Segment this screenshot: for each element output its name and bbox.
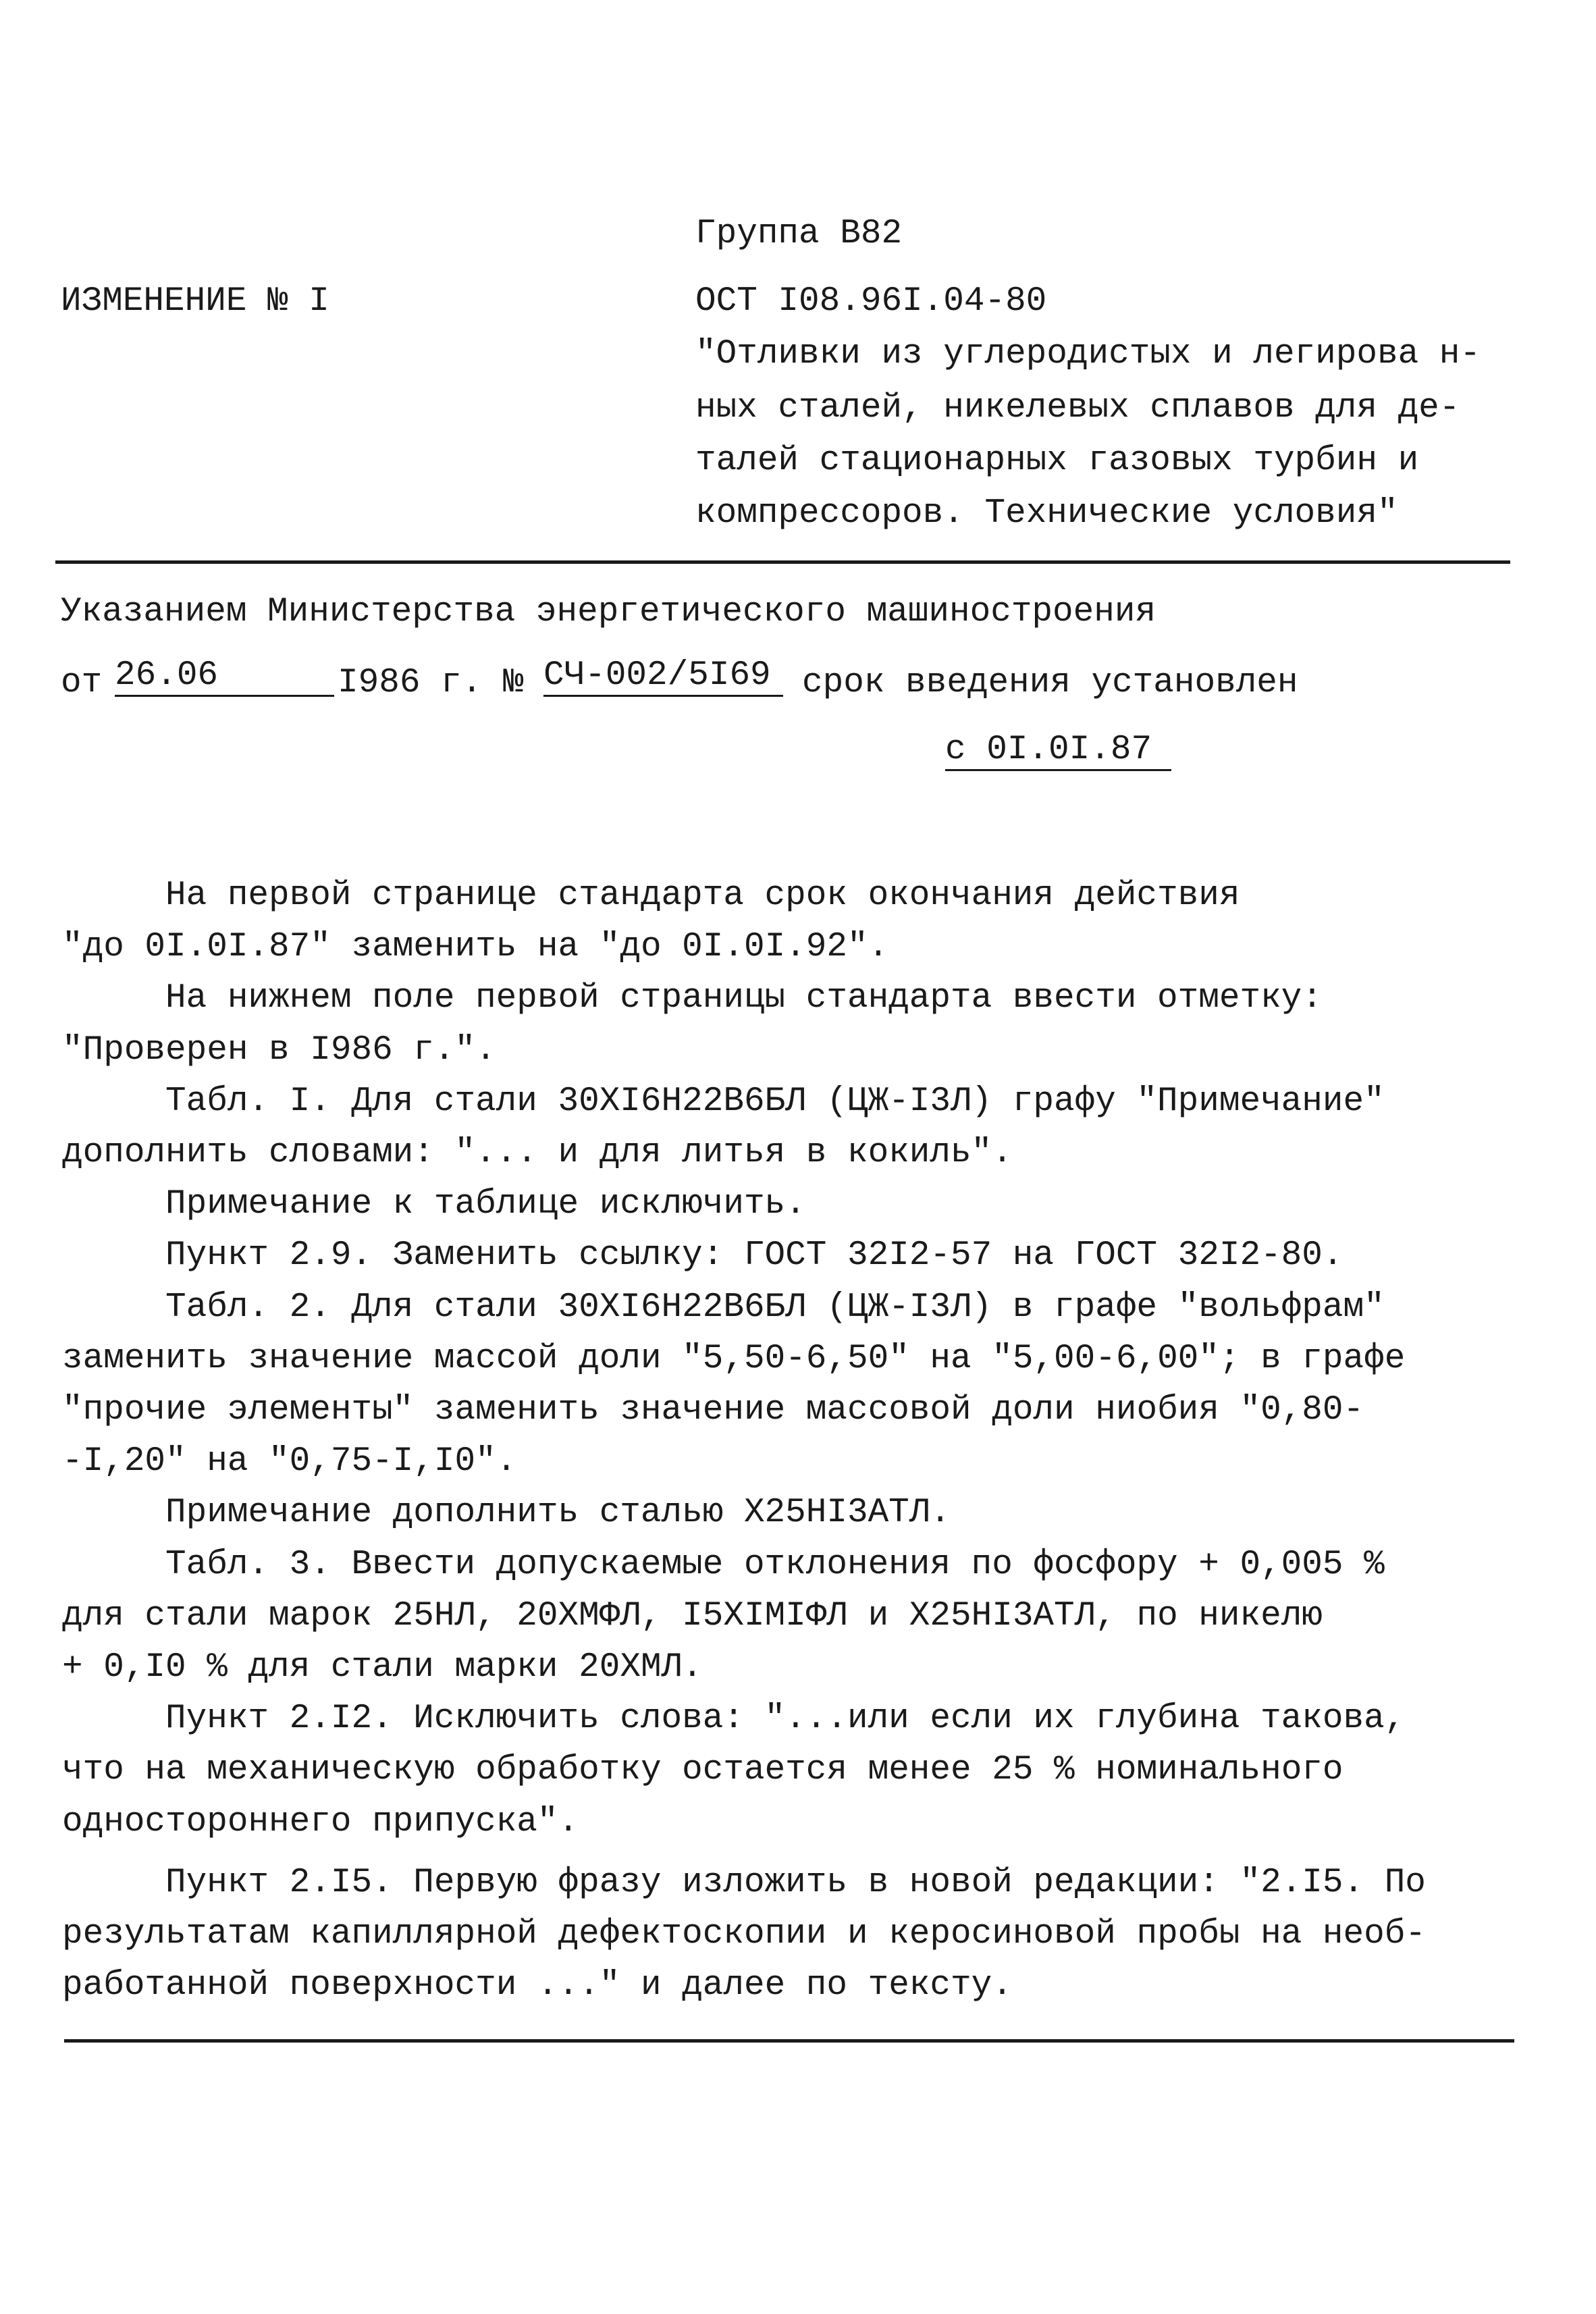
body-line: Примечание к таблице исключить. <box>165 1185 806 1224</box>
effective-date: с 0I.0I.87 <box>945 731 1171 771</box>
approval-number: СЧ-002/5I69 <box>543 656 783 697</box>
body-line: Пункт 2.9. Заменить ссылку: ГОСТ 32I2-57 на ГОСТ 32I2-80. <box>165 1236 1344 1275</box>
body-line: работанной поверхности ..." и далее по тексту. <box>62 1966 1013 2005</box>
body-line: заменить значение массой доли "5,50-6,50" на "5,00-6,00"; в графе <box>62 1340 1406 1378</box>
body-line: Примечание дополнить сталью Х25НI3АТЛ. <box>165 1494 951 1532</box>
standard-title-line: "Отливки из углеродистых и легирова н- <box>695 335 1481 373</box>
body-line: для стали марок 25НЛ, 20ХМФЛ, I5ХIМIФЛ и Х25НI3АТЛ, по никелю <box>62 1597 1323 1635</box>
body-line: "до 0I.0I.87" заменить на "до 0I.0I.92". <box>62 928 889 966</box>
approval-from-label: от <box>61 664 103 702</box>
body-line: Табл. I. Для стали 30ХI6Н22В6БЛ (ЦЖ-I3Л) графу "Примечание" <box>165 1082 1385 1121</box>
approval-date-value: 26.06 <box>115 656 219 695</box>
standard-code: ОСТ I08.96I.04-80 <box>695 282 1047 321</box>
body-line: что на механическую обработку остается менее 25 % номинального <box>62 1751 1344 1789</box>
body-line: дополнить словами: "... и для литья в кокиль". <box>62 1134 1013 1172</box>
approval-line: Указанием Министерства энергетического машиностроения <box>61 593 1156 631</box>
change-title: ИЗМЕНЕНИЕ № I <box>61 282 329 321</box>
body-line: -I,20" на "0,75-I,I0". <box>62 1442 517 1481</box>
standard-title-line: компрессоров. Технические условия" <box>695 494 1398 533</box>
body-line: Табл. 2. Для стали 30ХI6Н22В6БЛ (ЦЖ-I3Л) в графе "вольфрам" <box>165 1288 1385 1327</box>
standard-title-line: ных сталей, никелевых сплавов для де- <box>695 389 1460 427</box>
approval-date <box>115 656 334 697</box>
body-line: На нижнем поле первой страницы стандарта ввести отметку: <box>165 979 1323 1018</box>
body-line: "прочие элементы" заменить значение массовой доли ниобия "0,80- <box>62 1391 1364 1429</box>
body-line: Пункт 2.I2. Исключить слова: "...или если их глубина такова, <box>165 1700 1406 1738</box>
effective-text: срок введения установлен <box>802 664 1298 702</box>
approval-number-prefix: № <box>503 664 524 702</box>
group-label: Группа В82 <box>695 215 903 253</box>
body-line: + 0,I0 % для стали марки 20ХМЛ. <box>62 1648 703 1687</box>
standard-title-line: талей стационарных газовых турбин и <box>695 442 1419 480</box>
body-line: На первой странице стандарта срок окончания действия <box>165 876 1240 915</box>
body-line: результатам капиллярной дефектоскопии и керосиновой пробы на необ- <box>62 1915 1426 1953</box>
header-divider <box>55 560 1510 564</box>
body-line: одностороннего припуска". <box>62 1803 579 1841</box>
body-line: "Проверен в I986 г.". <box>62 1031 496 1070</box>
body-line: Пункт 2.I5. Первую фразу изложить в новой редакции: "2.I5. По <box>165 1864 1426 1902</box>
approval-year: I986 г. <box>338 664 483 702</box>
body-line: Табл. 3. Ввести допускаемые отклонения по фосфору + 0,005 % <box>165 1546 1385 1584</box>
footer-divider <box>64 2039 1514 2043</box>
